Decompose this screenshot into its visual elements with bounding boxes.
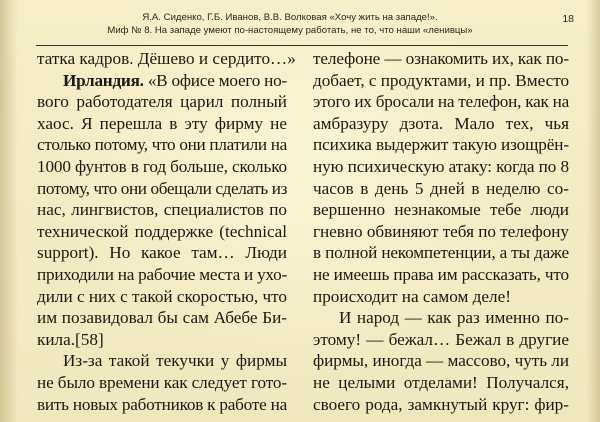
text-line: дили с них с такой скоростью, что	[37, 286, 287, 306]
text-line: происходит на самом деле!	[313, 286, 511, 306]
text-line: технической поддержке (technical	[37, 221, 287, 241]
text-line: этого их бросали на телефон, как на	[313, 92, 569, 112]
text-line: И народ — как раз именно по-	[339, 308, 569, 328]
page-number: 18	[562, 13, 574, 25]
text-line	[37, 70, 287, 92]
text-line: вить новых работников к работе на	[37, 394, 287, 414]
header-authors-title: Я.А. Сиденко, Г.Б. Иванов, В.В. Волковая «Хочу жить на западе!».	[142, 12, 438, 23]
page-shadow-right	[586, 0, 600, 422]
text-line: своего рода, замкнутый круг: фир-	[313, 394, 569, 414]
text-line: не целыми отделами! Получался,	[313, 372, 569, 392]
text-line: нас, лингвистов, специалистов по	[37, 200, 287, 220]
text-line: татка кадров. Дёшево и сердито…»	[37, 49, 296, 68]
text-line: гневно обвиняют тебя по телефону	[313, 221, 569, 241]
text-line: в полной некомпетенции, а ты даже	[313, 243, 569, 263]
header-rule	[36, 45, 568, 46]
bold-country-lead: Ирландия.	[63, 70, 144, 90]
text-column-left	[37, 48, 296, 415]
text-line: не было времени как следует гото-	[37, 372, 288, 392]
text-line: часов в день 5 дней в неделю со-	[313, 178, 569, 198]
page-shadow-left	[0, 0, 18, 422]
text-line: психика выдержит такую изощрён-	[313, 135, 569, 155]
text-line-rest: «В офисе моего но-	[147, 70, 287, 90]
text-line: вершенно незнакомые тебе люди	[313, 200, 569, 220]
text-line: им позавидовал бы сам Абебе Би-	[37, 308, 287, 328]
header-chapter: Миф № 8. На западе умеют по-настоящему работать, не то, что наши «ленивцы»	[107, 25, 473, 36]
text-line: support). Но какое там… Люди	[37, 243, 287, 263]
text-line: хаос. Я перешла в эту фирму не	[37, 113, 287, 133]
text-line: добает, с продуктами, и пр. Вместо	[313, 70, 569, 90]
text-line: потому, что они обещали сделать из	[37, 178, 287, 198]
text-line: приходили на рабочие места и ухо-	[37, 264, 287, 284]
text-line: этому! — бежал… Бежал в другие	[313, 329, 569, 349]
running-header	[40, 11, 540, 37]
text-line: амбразуру дзота. Мало тех, чья	[313, 113, 569, 133]
text-column-right	[313, 48, 569, 415]
text-line-footnote-ref: кила.[58]	[37, 329, 104, 349]
text-line: столько потому, что они платили на	[37, 135, 287, 155]
text-line: вого работодателя царил полный	[37, 92, 287, 112]
text-line: не имеешь права им рассказать, что	[313, 264, 569, 284]
text-line: 1000 фунтов в год больше, сколько	[37, 156, 287, 176]
text-line: ную психическую атаку: когда по 8	[313, 156, 569, 176]
text-line: Из-за такой текучки у фирмы	[63, 351, 287, 371]
text-line: фирмы, иногда — массово, чуть ли	[313, 351, 569, 371]
text-line: телефоне — ознакомить их, как по-	[313, 49, 569, 68]
